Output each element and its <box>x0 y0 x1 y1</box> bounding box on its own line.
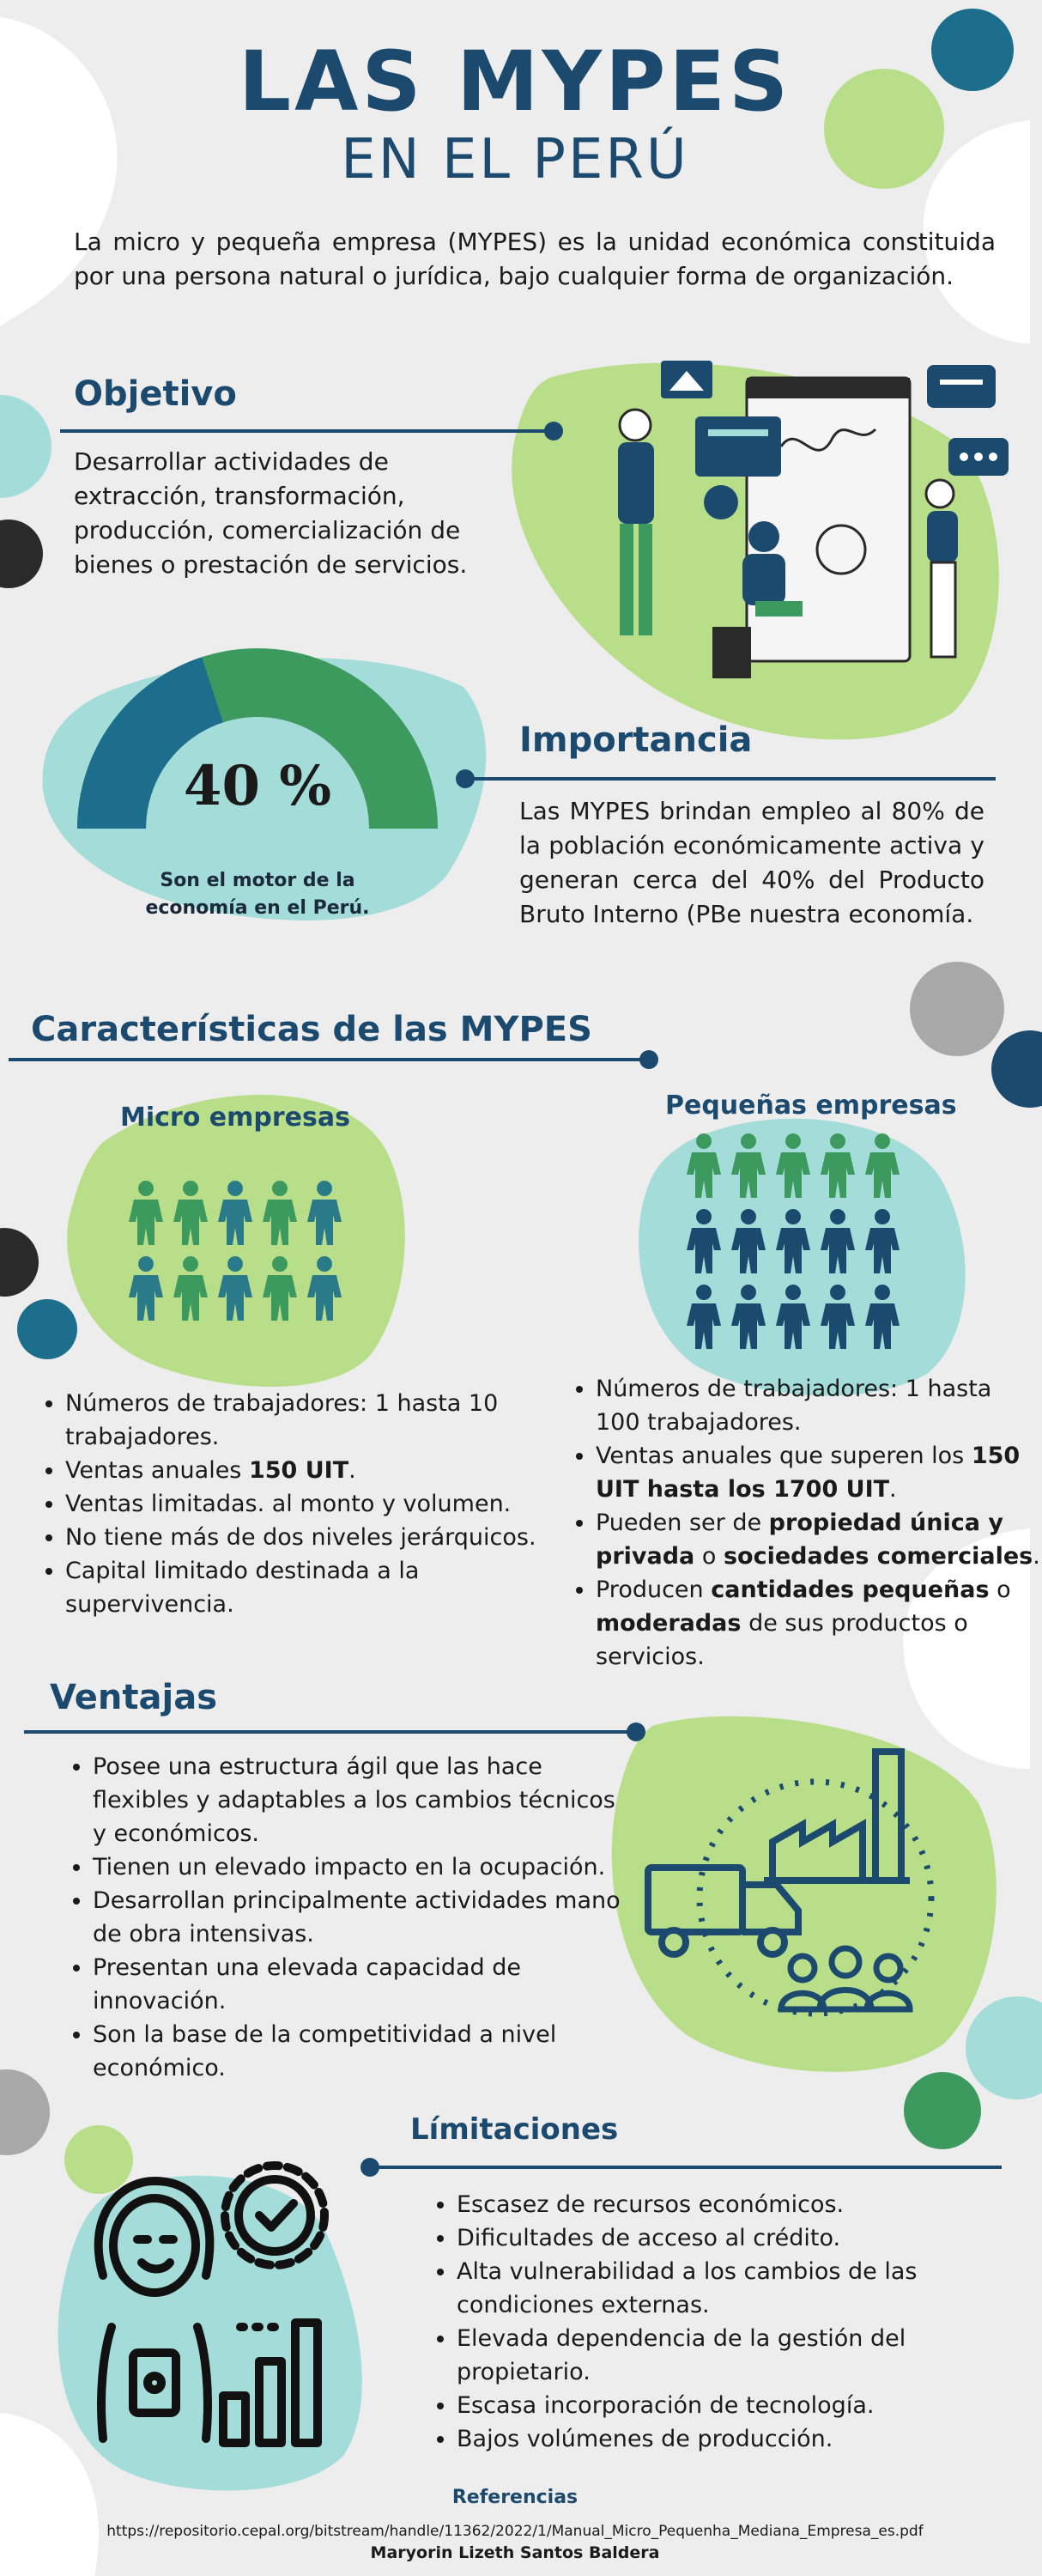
list-item-text: Ventas anuales que superen los <box>596 1443 972 1469</box>
limitaciones-list <box>427 2188 1027 2456</box>
worker-icon <box>731 1133 766 1198</box>
worker-icon <box>173 1181 208 1245</box>
list-item <box>65 1487 589 1521</box>
worker-icon <box>731 1209 766 1273</box>
ventajas-rule <box>24 1730 642 1734</box>
bold-text: 150 UIT hasta los 1700 UIT <box>596 1443 1021 1503</box>
list-item: • Elevada dependencia de la gestión del propietario. <box>457 2322 1027 2389</box>
list-item: • Presentan una elevada capacidad de innovación. <box>93 1951 625 2018</box>
list-item-text: Números de trabajadores: 1 hasta 10 trabajadores. <box>65 1390 499 1450</box>
reference-url[interactable]: https://repositorio.cepal.org/bitstream/handle/11362/2022/1/Manual_Micro_Pequenha_Mediana_Empresa_es.pdf <box>106 2523 924 2540</box>
page-subtitle: EN EL PERÚ <box>341 128 689 191</box>
list-item: • Bajos volúmenes de producción. <box>457 2422 1027 2456</box>
list-item-text: Pueden ser de <box>596 1510 769 1536</box>
micro-characteristics-list <box>36 1387 589 1621</box>
chart-card-icon <box>695 416 781 477</box>
list-item: • Tienen un elevado impacto en la ocupación. <box>93 1850 625 1884</box>
worker-icon <box>731 1285 766 1349</box>
woman-face <box>113 2198 196 2293</box>
bg-circle-gray <box>0 2069 50 2155</box>
micro-heading: Micro empresas <box>120 1103 350 1133</box>
bold-text: sociedades comerciales <box>723 1543 1033 1570</box>
pequena-heading: Pequeñas empresas <box>665 1091 957 1121</box>
bg-circle-dark <box>0 519 43 588</box>
pequena-workers-icon-grid <box>687 1133 918 1365</box>
worker-icon <box>821 1209 855 1273</box>
businesswoman-growth-illustration <box>69 2147 360 2456</box>
person-head <box>620 410 651 440</box>
team-dashboard-illustration <box>584 343 1013 687</box>
list-item: • Posee una estructura ágil que las hace flexibles y adaptables a los cambios técnicos y económicos. <box>93 1750 625 1850</box>
worker-icon <box>129 1256 163 1321</box>
objetivo-rule <box>60 429 554 433</box>
tablet-icon <box>133 2353 176 2413</box>
pequena-characteristics-list <box>566 1372 1042 1674</box>
importancia-rule <box>468 777 996 781</box>
list-item <box>65 1521 589 1554</box>
worker-icon <box>821 1133 855 1198</box>
list-item: • Alta vulnerabilidad a los cambios de las condiciones externas. <box>457 2255 1027 2322</box>
bold-text: propiedad única y privada <box>596 1510 1003 1570</box>
bold-text: cantidades pequeñas <box>711 1577 990 1603</box>
list-item: • Escasa incorporación de tecnología. <box>457 2389 1027 2422</box>
list-item-text: de sus productos o servicios. <box>596 1610 968 1670</box>
bg-circle-green <box>904 2072 981 2149</box>
list-item-text: No tiene más de dos niveles jerárquicos. <box>65 1524 536 1551</box>
worker-icon <box>776 1285 810 1349</box>
list-item: • Son la base de la competitividad a nivel económico. <box>93 2018 625 2085</box>
caracteristicas-rule-dot <box>639 1050 658 1069</box>
worker-icon <box>776 1209 810 1273</box>
list-item-text: Ventas limitadas. al monto y volumen. <box>65 1491 512 1517</box>
bg-circle-gray <box>910 962 1004 1056</box>
limitaciones-rule <box>371 2166 1002 2169</box>
worker-icon <box>218 1256 252 1321</box>
list-item: • Escasez de recursos económicos. <box>457 2188 1027 2221</box>
person-head <box>926 480 954 507</box>
list-item <box>65 1387 589 1454</box>
list-item <box>65 1554 589 1621</box>
list-item-text: Capital limitado destinada a la supervivencia. <box>65 1558 420 1618</box>
chat-bubble-icon <box>927 365 996 408</box>
worker-icon <box>821 1285 855 1349</box>
bg-circle-aqua <box>0 395 51 498</box>
list-item <box>596 1573 1042 1674</box>
logistics-illustration <box>635 1743 996 2052</box>
worker-icon <box>307 1256 342 1321</box>
check-icon <box>259 2203 294 2227</box>
worker-icon <box>865 1285 900 1349</box>
worker-icon <box>776 1133 810 1198</box>
team-people-icon <box>781 1948 910 2009</box>
factory-icon <box>764 1752 910 1880</box>
worker-icon <box>687 1285 721 1349</box>
worker-icon <box>263 1181 297 1245</box>
list-item <box>596 1439 1042 1506</box>
bg-circle-dark <box>0 1228 39 1297</box>
gauge-caption <box>103 867 412 922</box>
list-item-text: . <box>1033 1543 1040 1570</box>
bold-text: moderadas <box>596 1610 742 1637</box>
page-title: LAS MYPES <box>238 33 792 130</box>
worker-icon <box>687 1209 721 1273</box>
importancia-text: Las MYPES brindan empleo al 80% de la población económicamente activa y generan cerca del 40% del Producto Bruto Interno (PBe nuestra economía. <box>519 797 984 928</box>
caracteristicas-heading: Características de las MYPES <box>31 1010 592 1049</box>
gear-icon <box>239 2179 311 2251</box>
ventajas-list <box>64 1750 625 2085</box>
micro-workers-icon-grid <box>129 1181 352 1335</box>
objetivo-text: Desarrollar actividades de extracción, transformación, producción, comercialización de bienes o prestación de servicios. <box>74 447 468 579</box>
worker-icon <box>307 1181 342 1245</box>
limitaciones-heading: Límitaciones <box>410 2112 619 2147</box>
worker-icon <box>218 1181 252 1245</box>
list-item-text: . <box>348 1457 356 1484</box>
author-name: Maryorin Lizeth Santos Baldera <box>370 2543 660 2562</box>
ventajas-rule-dot <box>627 1722 645 1741</box>
bg-circle-navy <box>17 1299 77 1359</box>
caracteristicas-rule <box>9 1058 648 1061</box>
list-item-text: Producen <box>596 1577 712 1603</box>
gauge-caption-line1: Son el motor de la <box>160 870 355 891</box>
list-item <box>596 1506 1042 1573</box>
bold-text: 150 UIT <box>248 1457 349 1484</box>
bg-circle-navy <box>991 1030 1042 1108</box>
limitaciones-rule-dot <box>360 2158 379 2177</box>
list-item <box>596 1372 1042 1439</box>
list-item-text: o <box>694 1543 724 1570</box>
person-head <box>748 521 779 552</box>
objetivo-heading: Objetivo <box>74 374 237 414</box>
ventajas-heading: Ventajas <box>50 1678 217 1717</box>
bar-chart-icon <box>223 2396 245 2443</box>
references-heading: Referencias <box>451 2487 579 2508</box>
importancia-heading: Importancia <box>519 720 753 760</box>
worker-icon <box>129 1181 163 1245</box>
worker-icon <box>865 1133 900 1198</box>
person-body <box>618 442 654 524</box>
wrench-icon <box>704 485 738 519</box>
worker-icon <box>173 1256 208 1321</box>
list-item-text: Números de trabajadores: 1 hasta 100 trabajadores. <box>596 1376 992 1436</box>
gauge-value-label: 40 % <box>183 754 332 818</box>
percent-gauge <box>69 644 446 850</box>
objetivo-rule-dot <box>544 422 563 440</box>
gauge-caption-line2: economía en el Perú. <box>145 897 370 919</box>
worker-icon <box>263 1256 297 1321</box>
list-item <box>65 1454 589 1487</box>
list-item: • Dificultades de acceso al crédito. <box>457 2221 1027 2255</box>
worker-icon <box>687 1133 721 1198</box>
worker-icon <box>865 1209 900 1273</box>
list-item-text: . <box>889 1476 897 1503</box>
list-item-text: o <box>989 1577 1011 1603</box>
list-item-text: Ventas anuales <box>65 1457 249 1484</box>
intro-paragraph: La micro y pequeña empresa (MYPES) es la unidad económica constituida por una persona natural o jurídica, bajo cualquier forma de organización. <box>74 228 996 290</box>
list-item: • Desarrollan principalmente actividades mano de obra intensivas. <box>93 1884 625 1951</box>
